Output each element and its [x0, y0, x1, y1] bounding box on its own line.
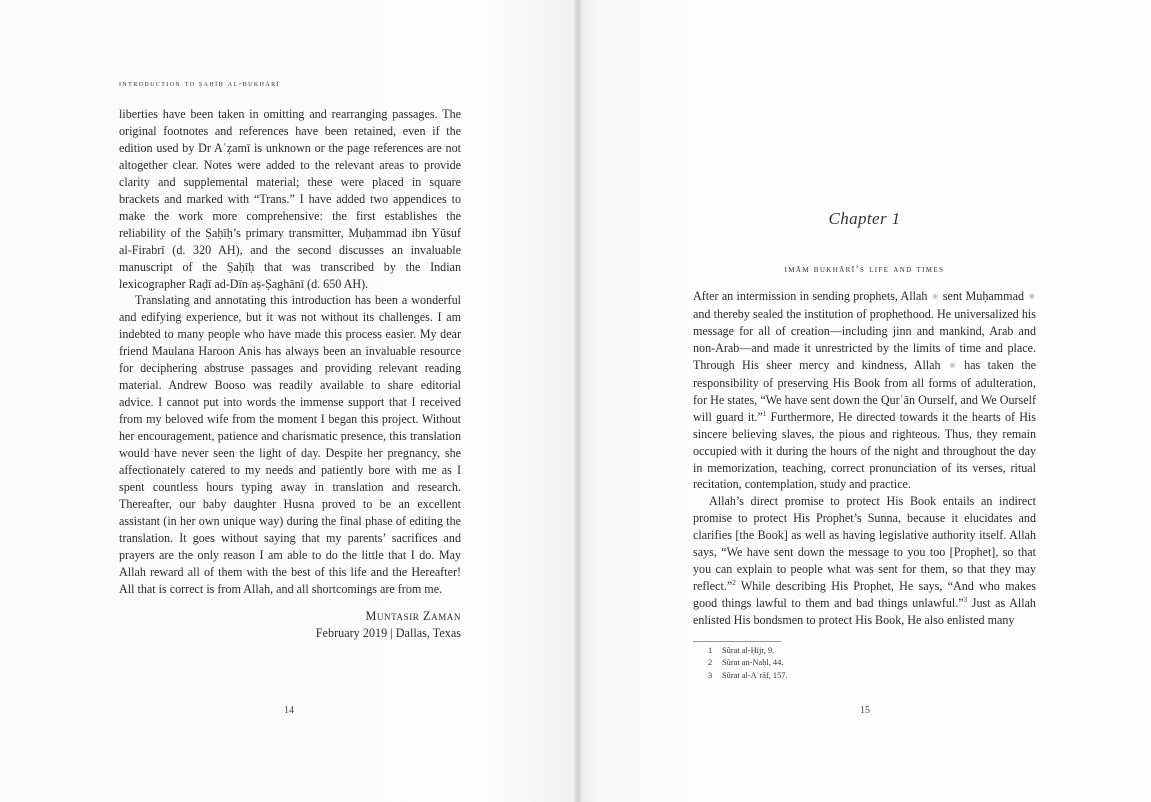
paragraph: [693, 288, 1036, 493]
footnote-number: 2: [708, 658, 713, 668]
text-run: After an intermission in sending prophets, Allah: [693, 289, 928, 303]
footnote-ref[interactable]: 3: [963, 596, 968, 605]
paragraph: [693, 493, 1036, 629]
footnote-rule: [693, 641, 781, 642]
footnote-text: Sūrat an-Naḥl, 44.: [722, 658, 784, 668]
footnote-number: 1: [708, 646, 713, 655]
text-run: Furthermore, He directed towards it the hearts of His sincere believing slaves, the pious and righteous. Thus, they remain occupied with it during the hours of the night and throughout the day in memorization, teaching, correct pronunciation of its verses, ritual recitation, contemplation, study and practice.: [693, 409, 1036, 492]
honorific-icon: ❀: [931, 292, 939, 301]
footnote: [708, 670, 788, 682]
footnote-number: 3: [708, 670, 713, 680]
footnote: [708, 645, 788, 657]
chapter-subtitle: imām bukhārī’s life and times: [784, 265, 945, 275]
signature-date: February 2019 | Dallas, Texas: [315, 626, 461, 640]
chapter-title: Chapter 1: [828, 209, 901, 228]
honorific-icon: ❀: [1028, 292, 1036, 301]
paragraph: Translating and annotating this introduction has been a wonderful and edifying experience, but it was not without its challenges. I am indebted to many people who have made this process easier. My dear friend Maulana Haroon Anis has always been an invaluable resource for deciphering abstruse passages and providing relevant reading material. Andrew Booso was readily available to share editorial advice. I cannot put into words the immense support that I received from my beloved wife from the moment I began this project. Without her encouragement, patience and charismatic presence, this translation would have never seen the light of day. Despite her pregnancy, she affectionately catered to my needs and patiently bore with me as I spent countless hours typing away in translation and research. Thereafter, our baby daughter Husna proved to be an excellent assistant (in her own unique way) during the final phase of editing the translation. It goes without saying that my parents’ sacrifices and prayers are the only reason I am able to do the little that I do. May Allah reward all of them with the best of this life and the Hereafter! All that is correct is from Allah, and all shortcomings are from me.: [119, 293, 461, 596]
footnote-ref[interactable]: 1: [762, 409, 767, 418]
footnote-text: Sūrat al-Ḥijr, 9.: [722, 646, 775, 655]
footnote-text: Sūrat al-Aʿrāf, 157.: [722, 670, 788, 680]
right-text-block: [693, 288, 1036, 629]
paragraph: liberties have been taken in omitting and rearranging passages. The original footnotes and references have been retained, even if the edition used by Dr Aʿẓamī is unknown or the page references are not altogether clear. Notes were added to the relevant areas to provide clarity and supplemental material; these were placed in square brackets and marked with “Trans.” I have added two appendices to make the work more comprehensive: the first establishes the reliability of the Ṣaḥīḥ’s primary transmitter, Muḥammad ibn Yūsuf al-Firabrī (d. 320 AH), and the second discusses an invaluable manuscript of the Ṣaḥīḥ that was transcribed by the Indian lexicographer Raḍī ad-Dīn aṣ-Ṣaghānī (d. 650 AH).: [119, 107, 461, 291]
text-run: Allah’s direct promise to protect His Book entails an indirect promise to protect His Prophet’s Sunna, because it elucidates and clarifies [the Book] as well as having legislative authority itself. Allah says, “We have sent down the message to you too [Prophet], so that you can explain to people what was sent for them, so that they may reflect.”: [693, 494, 1036, 594]
page-number: 15: [860, 705, 870, 716]
text-run: and thereby sealed the institution of prophethood. He universalized his message for all of creation—including jinn and mankind, Arab and non-Arab—and made it unrestricted by the limits of time and place. Through His sheer mercy and kindness, Allah: [693, 306, 1036, 372]
text-run: sent Muḥammad: [942, 289, 1024, 303]
footnote: [708, 657, 788, 669]
left-text-block: [119, 106, 461, 598]
text-run: While describing His Prophet, He says, “And who makes good things lawful to them and bad things unlawful.”: [693, 579, 1036, 611]
right-page: [578, 0, 1151, 802]
signature-name: Muntasir Zaman: [365, 609, 461, 623]
text-run: has taken the responsibility of preserving His Book from all forms of adulteration, for He states, “We have sent down the Qurʾān Ourself, and We Ourself will guard it.”: [693, 357, 1036, 424]
running-head: introduction to ṣaḥīḥ al-bukhārī: [119, 78, 280, 88]
honorific-icon: ❀: [949, 360, 956, 370]
footnote-ref[interactable]: 2: [732, 579, 736, 588]
book-gutter: [574, 0, 582, 802]
footnotes: [708, 645, 788, 682]
text-run: Just as Allah enlisted His bondsmen to protect His Book, He also enlisted many: [693, 596, 1036, 628]
page-number: 14: [284, 705, 294, 716]
